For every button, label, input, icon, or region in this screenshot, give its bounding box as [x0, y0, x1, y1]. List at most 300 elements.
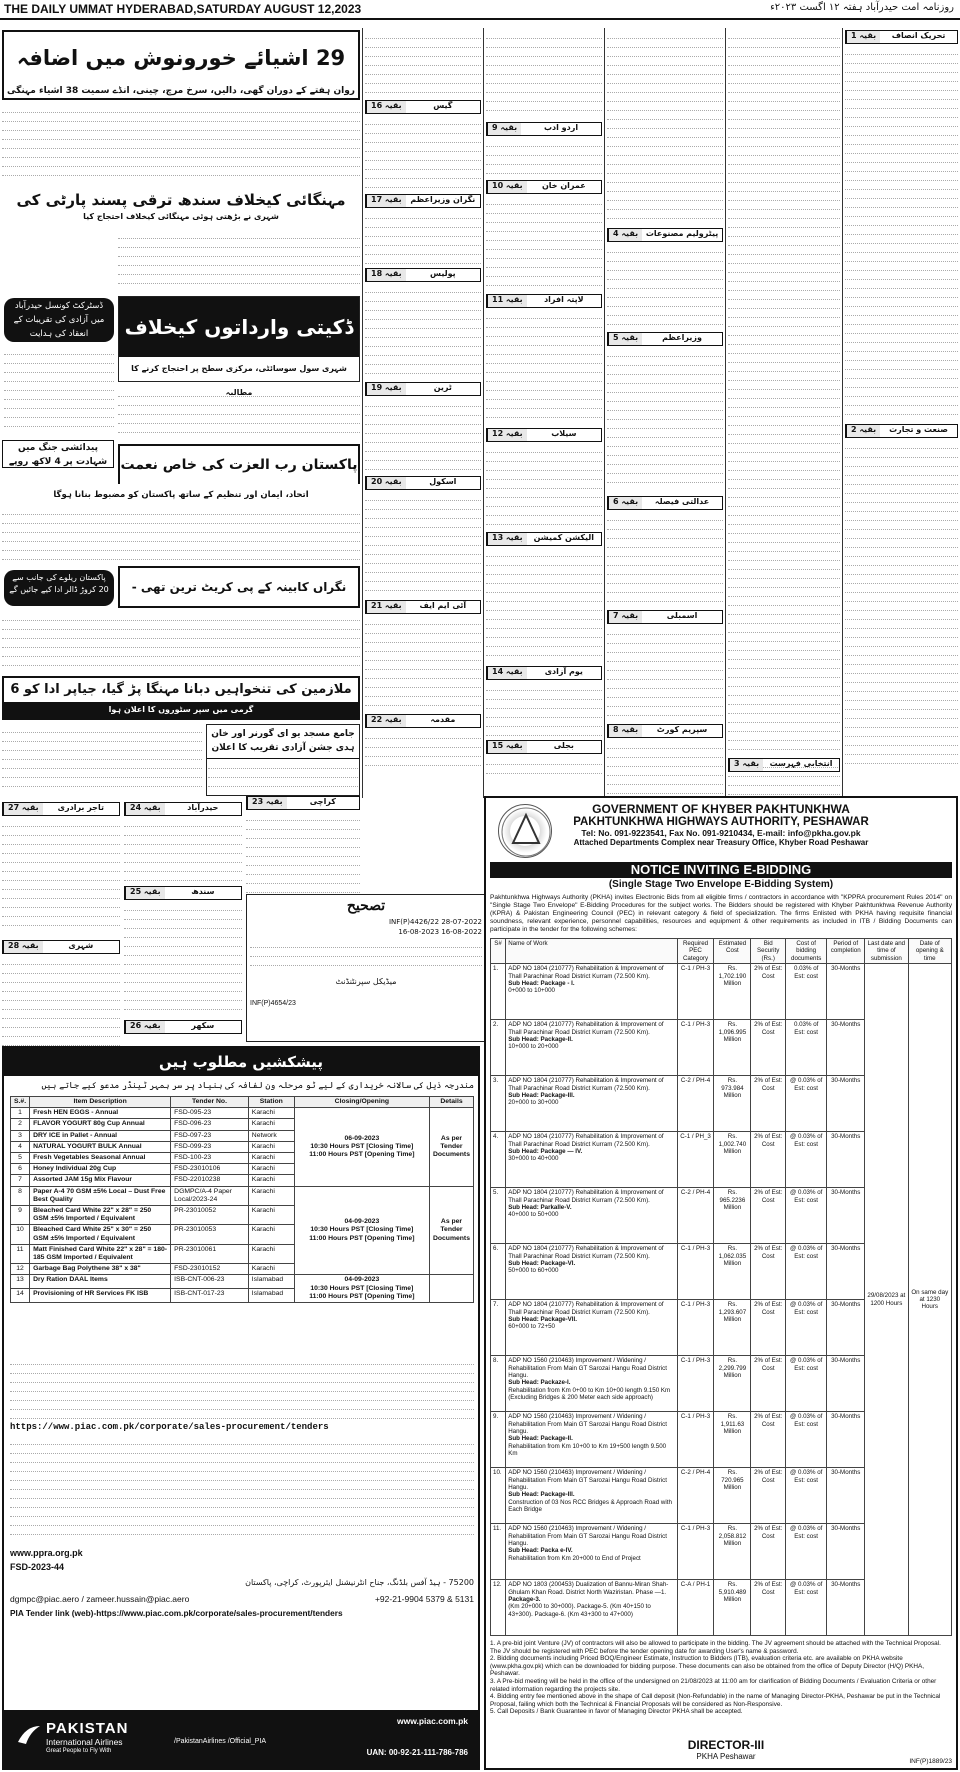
left-baqia-column [2, 802, 120, 1064]
story11-pill: پاکستان ریلوے کی جانب سے 20 کروڑ ڈالر ادا کیے جائیں گے [4, 570, 114, 606]
work-cell [506, 1300, 677, 1356]
work-line: Sub Head: Package-VII. [508, 1316, 577, 1324]
work-cell [506, 1188, 677, 1244]
table-cell: Bleached Card White 22" x 28" = 250 GSM ±5% Imported / Equivalent [30, 1206, 171, 1225]
divider [842, 28, 843, 798]
story8-headline: نگراں کابینہ کے پی کریٹ ترین تھی - [120, 568, 358, 606]
table-cell: FSD-095-23 [171, 1108, 249, 1119]
work-line: Sub Head: Package - I. [508, 980, 575, 988]
table-cell: 30-Months [827, 964, 865, 1020]
table-row [491, 964, 952, 1020]
page-label-3: بقیہ 3 انتخابی فہرست [728, 758, 840, 772]
page-label-11: بقیہ 11 لاپتہ افراد [486, 294, 602, 308]
story10-headline: جامع مسجد یو ای گورنر اور خان ہدی جشن آزادی تقریب کا اعلان [207, 725, 359, 759]
table-cell: 2 [11, 1119, 30, 1130]
closing-opening-line: 11:00 Hours PST [Opening Time] [309, 1151, 415, 1159]
table-cell: 0.03% of Est: cost [786, 964, 827, 1020]
table-cell: 30-Months [827, 1412, 865, 1468]
work-cell [506, 1132, 677, 1188]
table-cell: PR-23010061 [171, 1244, 249, 1263]
closing-opening-line: 11:00 Hours PST [Opening Time] [309, 1292, 415, 1300]
table-cell: @ 0.03% of Est: cost [786, 1132, 827, 1188]
table-cell: 9 [11, 1206, 30, 1225]
work-line: 20+000 to 30+000 [508, 1099, 559, 1107]
work-line: 50+000 to 60+000 [508, 1267, 559, 1275]
table-cell: 10. [491, 1468, 506, 1524]
story12-strip: گرمی میں سپر سٹوروں کا اعلان ہوا [4, 702, 358, 718]
kp-note: 5. Call Deposits / Bank Guarantee in favor of Managing Director PKHA shall be accepted. [490, 1708, 743, 1716]
table-cell: Karachi [248, 1164, 294, 1175]
table-cell [429, 1275, 473, 1303]
story3-body [4, 346, 114, 436]
work-line: ADP NO 1804 (210777) Rehabilitation & Improvement of Thall Parachinar Road District Kurram (72.500 Km). [508, 1133, 664, 1148]
table-cell: Rs. 1,096.995 Million [714, 1020, 751, 1076]
pia-intro: مندرجہ ذیل کی سالانہ خریداری کے لیے ٹو مرحلہ ون لفافہ کی بنیاد پر سر بمہر ٹینڈر مدعو کیے جاتے ہیں [41, 1081, 474, 1091]
pia-site[interactable]: www.piac.com.pk [396, 1716, 468, 1726]
page-label-14: بقیہ 14 یوم آزادی [486, 666, 602, 680]
work-line: ADP NO 1560 (210463) Improvement / Widening / Rehabilitation From Main GT Sarozai Hangu Road District Hangu. [508, 1469, 667, 1492]
lead-body [2, 104, 360, 184]
closing-opening-cell [294, 1186, 429, 1275]
closing-opening-line: 06-09-2023 [344, 1134, 380, 1142]
closing-opening-line: 11:00 Hours PST [Opening Time] [309, 1234, 415, 1242]
table-cell: 7 [11, 1175, 30, 1186]
table-cell: DGMPC/A-4 Paper Local/2023-24 [171, 1186, 249, 1205]
table-cell: ISB-CNT-006-23 [171, 1275, 249, 1289]
kp-contact: Tel: No. 091-9223541, Fax No. 091-9210434, E-mail: info@pkha.gov.pk [581, 828, 861, 838]
work-cell [506, 1076, 677, 1132]
table-cell: 2% of Est: Cost [751, 1356, 786, 1412]
table-cell: C-2 / PH-4 [677, 1076, 714, 1132]
closing-opening-line: 10:30 Hours PST [Closing Time] [310, 1226, 414, 1234]
table-cell: Karachi [248, 1141, 294, 1152]
table-cell: 0.03% of Est: cost [786, 1020, 827, 1076]
work-line: Sub Head: Package-VI. [508, 1260, 576, 1268]
page-label-18: بقیہ 18 پولیس [365, 268, 481, 282]
table-cell: Karachi [248, 1206, 294, 1225]
table-cell: C-2 / PH-4 [677, 1468, 714, 1524]
story9 [2, 676, 360, 720]
table-cell: Fresh HEN EGGS - Annual [30, 1108, 171, 1119]
closing-opening-line: 04-09-2023 [344, 1218, 380, 1226]
page-label-22: بقیہ 22 مقدمہ [365, 714, 481, 728]
table-cell: Rs. 2,058.812 Million [714, 1524, 751, 1580]
kp-note: 3. A Pre-bid meeting will be held in the office of the undersigned on 21/08/2023 at 11:00 am for clarification of Bidding Documents / Evaluation Criteria or other related information regarding the projects site. [490, 1677, 937, 1693]
kp-director: DIRECTOR-III [687, 1738, 765, 1752]
page-label-15: بقیہ 15 بجلی [486, 740, 602, 754]
work-line: (Km 20+000 to 30+000). Package-5. (Km 40+150 to 43+300). Package-6. (Km 43+300 to 47+000) [508, 1603, 651, 1618]
lead-headline: 29 اشیائے خورونوش میں اضافہ [4, 32, 358, 84]
story6-headline: پاکستان رب العزت کی خاص نعمت [120, 446, 358, 484]
column-d [728, 30, 840, 798]
mid-baqia-column [124, 802, 242, 1034]
pia-urdu-body [10, 1436, 474, 1540]
table-cell: Assorted JAM 15g Mix Flavour [30, 1175, 171, 1186]
pia-logo-icon [16, 1722, 42, 1748]
table-cell: C-1 / PH-3 [677, 1412, 714, 1468]
pia-logo-subtext: International Airlines [46, 1737, 123, 1747]
table-cell: C-2 / PH-4 [677, 1188, 714, 1244]
table-cell: 6 [11, 1164, 30, 1175]
story8-body [2, 612, 360, 672]
work-cell [506, 1356, 677, 1412]
work-line: 60+000 to 72+50 [508, 1323, 555, 1331]
correction-notice [246, 894, 486, 1042]
table-cell: Garbage Bag Polythene 38" x 38" [30, 1264, 171, 1275]
table-cell: Provisioning of HR Services FK ISB [30, 1289, 171, 1303]
closing-opening-line: 10:30 Hours PST [Closing Time] [310, 1142, 414, 1150]
table-cell: Karachi [248, 1119, 294, 1130]
pia-tender-link[interactable]: PIA Tender link (web)-https://www.piac.com.pk/corporate/sales-procurement/tenders [10, 1608, 343, 1618]
table-cell: 30-Months [827, 1244, 865, 1300]
kp-tender-ad [484, 796, 958, 1770]
kp-gov-title: GOVERNMENT OF KHYBER PAKHTUNKHWA [592, 802, 850, 816]
pia-tender-table [10, 1096, 474, 1303]
table-cell: Honey Individual 20g Cup [30, 1164, 171, 1175]
page-label-23: بقیہ 23 کراچی [246, 796, 360, 810]
table-cell: 30-Months [827, 1524, 865, 1580]
table-row [11, 1186, 474, 1205]
table-cell: 30-Months [827, 1188, 865, 1244]
table-cell: 3. [491, 1076, 506, 1132]
divider [483, 28, 484, 798]
correction-ref: INF(P)4426/22 [388, 918, 440, 926]
table-cell: 2% of Est: Cost [751, 1412, 786, 1468]
table-cell: 2% of Est: Cost [751, 1132, 786, 1188]
table-cell: 2% of Est: Cost [751, 1580, 786, 1636]
story4-body [118, 388, 360, 440]
divider [604, 28, 605, 798]
page-label-9: بقیہ 9 اردو ادب [486, 122, 602, 136]
table-cell: @ 0.03% of Est: cost [786, 1580, 827, 1636]
work-line: Rehabilitation from Km 0+00 to Km 10+00 length 9.150 Km (Excluding Bridges & 200 Meter each side approach) [508, 1386, 671, 1402]
masthead-english: THE DAILY UMMAT HYDERABAD,SATURDAY AUGUST 12,2023 [4, 2, 362, 16]
story2-sub: شہری نے بڑھتی ہوئی مہنگائی کیخلاف احتجاج کیا [83, 212, 279, 221]
table-cell: C-1 / PH-3 [677, 964, 714, 1020]
work-line: ADP NO 1803 (200453) Dualization of Bannu-Miran Shah-Ghulam Khan Road. District North Waziristan. Phase —1. [508, 1581, 669, 1596]
lead-subheadline: روان ہفتے کے دوران گھی، دالیں، سرخ مرچ، چینی، انڈے سمیت 38 اشیاء مہنگی [7, 86, 355, 96]
closing-opening-cell [294, 1108, 429, 1186]
table-cell: 8. [491, 1356, 506, 1412]
page-label-16: بقیہ 16 گیس [365, 100, 481, 114]
table-cell: C-A / PH-1 [677, 1580, 714, 1636]
table-cell: Rs. 973.984 Million [714, 1076, 751, 1132]
pia-contact-line [10, 1594, 474, 1604]
pia-banner: پیشکشیں مطلوب ہیں [4, 1048, 478, 1076]
table-cell: 30-Months [827, 1356, 865, 1412]
work-line: Sub Head: Package — IV. [508, 1148, 583, 1156]
story4-sub: شہری سول سوسائٹی، مرکزی سطح پر احتجاج کرنے کا مطالبہ [131, 364, 347, 397]
work-line: 0+000 to 10+000 [508, 987, 555, 995]
work-line: 40+000 to 50+000 [508, 1211, 559, 1219]
table-cell: @ 0.03% of Est: cost [786, 1300, 827, 1356]
page-label-4: بقیہ 4 پیٹرولیم مصنوعات [607, 228, 723, 242]
table-cell: 1 [11, 1108, 30, 1119]
page-label-6: بقیہ 6 عدالتی فیصلہ [607, 496, 723, 510]
table-cell: 12 [11, 1264, 30, 1275]
table-cell: 2% of Est: Cost [751, 964, 786, 1020]
pia-social[interactable]: /PakistanAirlines /Official_PIA [174, 1738, 267, 1745]
column-b [486, 30, 602, 774]
pia-table-header: S.#. Item Description Tender No. Station Closing/Opening Details [11, 1097, 474, 1108]
table-cell: Rs. 5,910.489 Million [714, 1580, 751, 1636]
table-cell: 30-Months [827, 1132, 865, 1188]
work-line: ADP NO 1560 (210463) Improvement / Widening / Rehabilitation From Main GT Sarozai Hangu Road District Hangu. [508, 1357, 667, 1380]
table-cell: 30-Months [827, 1468, 865, 1524]
table-cell: C-1 / PH-3 [677, 1300, 714, 1356]
work-line: Rehabilitation from Km 10+00 to Km 19+500 length 9.500 Km [508, 1442, 667, 1458]
pia-urdu-conditions [10, 1356, 474, 1420]
page-label-25: بقیہ 25 سندھ [124, 886, 242, 900]
table-cell: C-1 / PH_3 [677, 1132, 714, 1188]
page-label-13: بقیہ 13 الیکشن کمیشن [486, 532, 602, 546]
work-line: Sub Head: Package-II. [508, 1036, 573, 1044]
table-cell: DRY ICE in Pallet - Annual [30, 1130, 171, 1141]
table-cell: 10 [11, 1225, 30, 1244]
closing-opening-line: 10:30 Hours PST [Closing Time] [310, 1284, 414, 1292]
table-cell: 6. [491, 1244, 506, 1300]
kp-note: 2. Bidding documents including Priced BOQ/Engineer Estimate, Instruction to Bidders (ITB), evaluation criteria etc. are available on PKHA website (www.pkha.gov.pk) which can be downloaded for bidding purpose. These documents can also be obtained from the office of Deputy Director (H/Q) PKHA, Peshawar. [490, 1655, 925, 1678]
work-line: ADP NO 1560 (210463) Improvement / Widening / Rehabilitation From Main GT Sarozai Hangu Road District Hangu. [508, 1413, 667, 1436]
table-cell: Network [248, 1130, 294, 1141]
work-line: Construction of 03 Nos RCC Bridges & Approach Road with Each Bridge [508, 1498, 672, 1514]
table-cell: 13 [11, 1275, 30, 1289]
correction-inf: INF(P)4654/23 [250, 1000, 296, 1007]
table-cell: Matt Finished Card White 22" x 28" = 180-185 GSM Imported / Equivalent [30, 1244, 171, 1263]
table-cell: 4 [11, 1141, 30, 1152]
column-a [365, 30, 481, 770]
page-label-5: بقیہ 5 وزیراعظم [607, 332, 723, 346]
table-cell: 2% of Est: Cost [751, 1076, 786, 1132]
table-cell: FSD-23010152 [171, 1264, 249, 1275]
work-cell [506, 1580, 677, 1636]
story2-headline: مہنگائی کیخلاف سندھ ترقی پسند پارٹی کی [2, 190, 360, 210]
pia-tender-ad [2, 1046, 480, 1770]
page-label-3-wrap [728, 758, 840, 772]
table-cell: Karachi [248, 1264, 294, 1275]
table-cell: 11. [491, 1524, 506, 1580]
work-line: Rehabilitation from Km 20+000 to End of Project [508, 1554, 641, 1562]
table-cell: PR-23010053 [171, 1225, 249, 1244]
table-cell: 2% of Est: Cost [751, 1188, 786, 1244]
table-cell: @ 0.03% of Est: cost [786, 1076, 827, 1132]
table-cell: 9. [491, 1412, 506, 1468]
kp-address: Attached Departments Complex near Treasury Office, Khyber Road Peshawar [573, 838, 869, 847]
story7-sub: اتحاد، ایمان اور تنظیم کے ساتھ پاکستان کو مضبوط بنانا ہوگا [53, 490, 309, 500]
table-cell: Rs. 1,702.190 Million [714, 964, 751, 1020]
pia-footer [4, 1710, 478, 1768]
story5-headline: پیدائشی جنگ میں شہادت پر 4 لاکھ روپے [2, 440, 114, 468]
work-line: 10+000 to 20+000 [508, 1043, 559, 1051]
table-cell: 29/08/2023 at 1200 Hours [865, 964, 908, 1636]
table-cell: 5. [491, 1188, 506, 1244]
table-cell: Fresh Vegetables Seasonal Annual [30, 1153, 171, 1164]
story8 [118, 566, 360, 608]
table-cell: @ 0.03% of Est: cost [786, 1524, 827, 1580]
page-label-10: بقیہ 10 عمران خان [486, 180, 602, 194]
table-cell: On same day at 1230 Hours [908, 964, 951, 1636]
table-cell: FLAVOR YOGURT 80g Cup Annual [30, 1119, 171, 1130]
table-cell: Rs. 1,062.035 Million [714, 1244, 751, 1300]
table-cell: Rs. 2,299.799 Million [714, 1356, 751, 1412]
work-line: ADP NO 1804 (210777) Rehabilitation & Improvement of Thall Parachinar Road District Kurram (72.500 Km). [508, 1301, 664, 1316]
lead-headline-box [2, 30, 360, 100]
story4-headline: ڈکیتی وارداتوں کیخلاف [119, 297, 359, 357]
kp-authority: PAKHTUNKHWA HIGHWAYS AUTHORITY, PESHAWAR [573, 816, 869, 828]
page-label-2: بقیہ 2 صنعت و تجارت [845, 424, 958, 438]
story6-body [2, 506, 360, 562]
table-cell: Rs. 1,002.740 Million [714, 1132, 751, 1188]
table-cell: 2% of Est: Cost [751, 1300, 786, 1356]
table-cell: Karachi [248, 1225, 294, 1244]
correction-title: تصحیح [346, 898, 386, 914]
work-line: Sub Head: Packaze-I. [508, 1379, 571, 1387]
page-label-20: بقیہ 20 اسکول [365, 476, 481, 490]
table-row [11, 1275, 474, 1289]
pia-emails[interactable]: dgmpc@piac.aero / zameer.hussain@piac.aero [10, 1594, 190, 1604]
table-cell: C-1 / PH-3 [677, 1020, 714, 1076]
table-cell: Paper A-4 70 GSM ±5% Local – Dust Free Best Quality [30, 1186, 171, 1205]
table-cell: As per Tender Documents [429, 1108, 473, 1186]
pia-fsd-number: FSD-2023-44 [10, 1562, 65, 1572]
pia-ppra-link[interactable]: www.ppra.org.pk [10, 1548, 83, 1558]
closing-opening-cell [294, 1275, 429, 1303]
correction-date1: 28-07-2022 [441, 918, 482, 926]
correction-date2: 16-08-2022 [441, 928, 482, 936]
table-cell: @ 0.03% of Est: cost [786, 1412, 827, 1468]
page-label-21: بقیہ 21 آئی ایم ایف [365, 600, 481, 614]
table-cell: Rs. 720.965 Million [714, 1468, 751, 1524]
column-e [845, 30, 958, 766]
closing-opening-line: 04-09-2023 [344, 1276, 380, 1284]
right-mid-baqia-column [246, 796, 360, 902]
table-cell: Karachi [248, 1175, 294, 1186]
pia-ppra-line [10, 1548, 474, 1558]
story4 [118, 296, 360, 397]
table-cell: Rs. 1,911.63 Million [714, 1412, 751, 1468]
table-cell: 2% of Est: Cost [751, 1244, 786, 1300]
pia-phone: +92-21-9904 5379 & 5131 [374, 1594, 474, 1604]
kp-notes [490, 1640, 952, 1716]
kp-place: PKHA Peshawar [696, 1752, 756, 1761]
kp-note: 1. A pre-bid joint Venture (JV) of contractors will also be allowed to participate in the bidding. The JV agreement should be attached with the Technical Proposal. The JV should be registered with PEC before the tender opening date for awarding User's name & password. [490, 1640, 941, 1655]
page-label-19: بقیہ 19 ٹرین [365, 382, 481, 396]
table-cell: FSD-22010238 [171, 1175, 249, 1186]
work-line: ADP NO 1560 (210463) Improvement / Widening / Rehabilitation From Main GT Sarozai Hangu Road District Hangu. [508, 1525, 667, 1548]
page-label-12: بقیہ 12 سیلاب [486, 428, 602, 442]
table-cell: FSD-096-23 [171, 1119, 249, 1130]
work-line: Sub Head: Package-III. [508, 1092, 575, 1100]
table-cell: Bleached Card White 25" x 30" = 250 GSM ±5% Imported / Equivalent [30, 1225, 171, 1244]
table-cell: 5 [11, 1153, 30, 1164]
kp-inf: INF(P)1889/23 [909, 1758, 952, 1765]
work-line: ADP NO 1804 (210777) Rehabilitation & Improvement of Thall Parachinar Road District Kurram (72.500 Km). [508, 1245, 664, 1260]
page-label-1: بقیہ 1 تحریک انصاف [845, 30, 958, 44]
story3-pill: ڈسٹرکٹ کونسل حیدرآباد میں آزادی کی تقریبات کے انعقاد کی ہدایت [4, 298, 114, 342]
table-cell: Karachi [248, 1108, 294, 1119]
page-label-7: بقیہ 7 اسمبلی [607, 610, 723, 624]
divider [362, 28, 363, 798]
page-label-27: بقیہ 27 تاجر برادری [2, 802, 120, 816]
pia-address: 75200 - ہیڈ آفس بلڈنگ، جناح انٹرنیشنل ایئرپورٹ، کراچی، پاکستان [245, 1578, 474, 1587]
correction-date3: 16-08-2023 [398, 928, 440, 936]
work-cell [506, 1468, 677, 1524]
table-cell: @ 0.03% of Est: cost [786, 1244, 827, 1300]
pia-uan: UAN: 00-92-21-111-786-786 [366, 1748, 468, 1757]
masthead-strip [0, 0, 960, 20]
work-cell [506, 1020, 677, 1076]
table-cell: 3 [11, 1130, 30, 1141]
page-label-26: بقیہ 26 سکھر [124, 1020, 242, 1034]
work-cell [506, 1244, 677, 1300]
work-line: ADP NO 1804 (210777) Rehabilitation & Improvement of Thall Parachinar Road District Kurram (72.500 Km). [508, 1021, 664, 1036]
table-cell: Rs. 965.2236 Million [714, 1188, 751, 1244]
table-cell: 2. [491, 1020, 506, 1076]
work-line: ADP NO 1804 (210777) Rehabilitation & Improvement of Thall Parachinar Road District Kurram (72.500 Km). [508, 965, 664, 980]
table-cell: 7. [491, 1300, 506, 1356]
table-cell: 8 [11, 1186, 30, 1205]
table-cell: @ 0.03% of Est: cost [786, 1188, 827, 1244]
table-cell: NATURAL YOGURT BULK Annual [30, 1141, 171, 1152]
table-cell: 30-Months [827, 1020, 865, 1076]
divider [725, 28, 726, 798]
table-cell: Karachi [248, 1153, 294, 1164]
table-cell: 2% of Est: Cost [751, 1020, 786, 1076]
pia-tenders-url[interactable]: https://www.piac.com.pk/corporate/sales-procurement/tenders [10, 1422, 329, 1432]
table-cell: C-1 / PH-3 [677, 1356, 714, 1412]
work-line: 30+000 to 40+000 [508, 1155, 559, 1163]
table-cell: FSD-097-23 [171, 1130, 249, 1141]
table-cell: 1. [491, 964, 506, 1020]
table-cell: As per Tender Documents [429, 1186, 473, 1275]
kp-note: 4. Bidding entry fee mentioned above in the shape of Call deposit (Non-Refundable) in the name of Managing Director-PKHA, Peshawar be put in the Technical Proposal, failing which both the Technical & Financial Proposals will be considered as Non-Responsive. [490, 1693, 941, 1708]
table-row [11, 1108, 474, 1119]
kp-intro: Pakhtunkhwa Highways Authority (PKHA) invites Electronic Bids from all eligible firms / contractors in accordance with "KPPRA procurement Rules 2014" on "Single Stage Two Envelope" E-Bidding Procedures for the subject works. The Bidders should be registered with Khyber Pakhtunkhwa Revenue Authority (KPRA) & Pakistan Engineering Council (PEC) in relevant category & field of specialization. The firms Enlisted with PKHA having requisite financial soundness, relevant experience, personnel capabilities, resources and equipment & other requirements as included in ITB / Bidding Documents can participate in the tender for the following schemes: [490, 894, 952, 933]
work-cell [506, 964, 677, 1020]
table-cell: C-1 / PH-3 [677, 1244, 714, 1300]
work-line: Sub Head: Parkalle-V. [508, 1204, 572, 1212]
table-cell: 4. [491, 1132, 506, 1188]
story2-body [118, 230, 360, 290]
kp-tender-table [490, 938, 952, 1636]
page-label-24: بقیہ 24 حیدرآباد [124, 802, 242, 816]
table-cell: FSD-23010106 [171, 1164, 249, 1175]
table-cell: 30-Months [827, 1300, 865, 1356]
kp-seal-icon [498, 804, 552, 858]
table-cell: Karachi [248, 1186, 294, 1205]
table-cell: @ 0.03% of Est: cost [786, 1468, 827, 1524]
story9-headline: ملازمین کی تنخواہیں دبانا مہنگا پڑ گیا، جیاپر ادا کو 6 [4, 678, 358, 702]
table-cell: 12. [491, 1580, 506, 1636]
table-cell: Islamabad [248, 1289, 294, 1303]
work-line: Sub Head: Package-III. [508, 1491, 575, 1499]
table-cell: Dry Ration DAAL Items [30, 1275, 171, 1289]
story6 [118, 444, 360, 484]
table-cell: 30-Months [827, 1580, 865, 1636]
column-c [607, 30, 723, 796]
work-line: ADP NO 1804 (210777) Rehabilitation & Improvement of Thall Parachinar Road District Kurram (72.500 Km). [508, 1077, 664, 1092]
table-cell: FSD-099-23 [171, 1141, 249, 1152]
work-cell [506, 1412, 677, 1468]
story9-body [2, 724, 202, 796]
kp-table-header: S# Name of Work Required PEC Category Estimated Cost Bid Security (Rs.) Cost of bidding documents Period of completion Last date and time of submission Date of opening & time [491, 939, 952, 964]
table-cell: 11 [11, 1244, 30, 1263]
story2 [2, 190, 360, 226]
table-cell: 2% of Est: Cost [751, 1468, 786, 1524]
masthead-urdu: روزنامہ امت حیدرآباد ہفتہ ۱۲ اگست ۲۰۲۳ء [770, 2, 954, 13]
page-label-8: بقیہ 8 سپریم کورٹ [607, 724, 723, 738]
kp-notice-title: NOTICE INVITING E-BIDDING [490, 862, 952, 878]
